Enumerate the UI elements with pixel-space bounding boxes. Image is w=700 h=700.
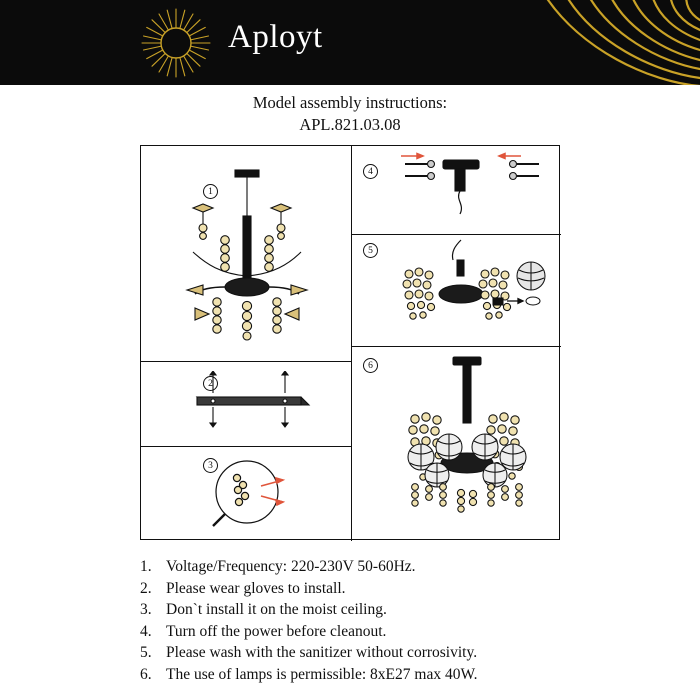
- diagram-divider-right-2: [351, 346, 561, 347]
- step-6-illustration: [381, 351, 553, 536]
- step-number-3: 3: [203, 458, 218, 473]
- step-number-6: 6: [363, 358, 378, 373]
- notes-list: [140, 556, 580, 685]
- note-text: Don`t install it on the moist ceiling.: [166, 601, 387, 618]
- step-number-2: 2: [203, 376, 218, 391]
- step-1-illustration: [151, 156, 346, 356]
- corner-rays-icon: [470, 0, 700, 85]
- note-index: 3.: [140, 601, 152, 618]
- note-index: 6.: [140, 665, 152, 683]
- note-item: [140, 556, 580, 578]
- note-index: 1.: [140, 558, 152, 575]
- diagram-divider-right-1: [351, 234, 561, 235]
- diagram-divider-vertical: [351, 146, 352, 541]
- step-3-illustration: [199, 452, 329, 532]
- step-number-5: 5: [363, 243, 378, 258]
- note-item: [140, 621, 580, 643]
- sunburst-logo-icon: [140, 7, 212, 79]
- diagram-divider-left-1: [141, 361, 351, 362]
- note-item: [140, 578, 580, 600]
- step-2-illustration: [189, 371, 319, 441]
- note-index: 5.: [140, 644, 152, 661]
- note-text: Please wear gloves to install.: [166, 579, 346, 597]
- step-number-1: 1: [203, 184, 218, 199]
- brand-name: Aployt: [228, 19, 323, 55]
- header-banner: [0, 0, 700, 85]
- note-item: [140, 599, 580, 621]
- assembly-diagram: [140, 145, 560, 540]
- page-title: [0, 92, 700, 136]
- note-text: Please wash with the sanitizer without corrosivity.: [166, 644, 478, 661]
- note-text: Voltage/Frequency: 220-230V 50-60Hz.: [166, 558, 416, 575]
- note-item: [140, 664, 580, 686]
- note-index: 2.: [140, 579, 152, 597]
- model-code: APL.821.03.08: [299, 115, 401, 134]
- diagram-divider-left-2: [141, 446, 351, 447]
- note-text: Turn off the power before cleanout.: [166, 622, 387, 640]
- instructions-title: Model assembly instructions:: [252, 93, 448, 112]
- note-index: 4.: [140, 622, 152, 640]
- step-5-illustration: [381, 238, 553, 342]
- step-number-4: 4: [363, 164, 378, 179]
- note-item: [140, 642, 580, 664]
- step-4-illustration: [381, 152, 541, 230]
- note-text: The use of lamps is permissible: 8xE27 max 40W.: [166, 665, 478, 683]
